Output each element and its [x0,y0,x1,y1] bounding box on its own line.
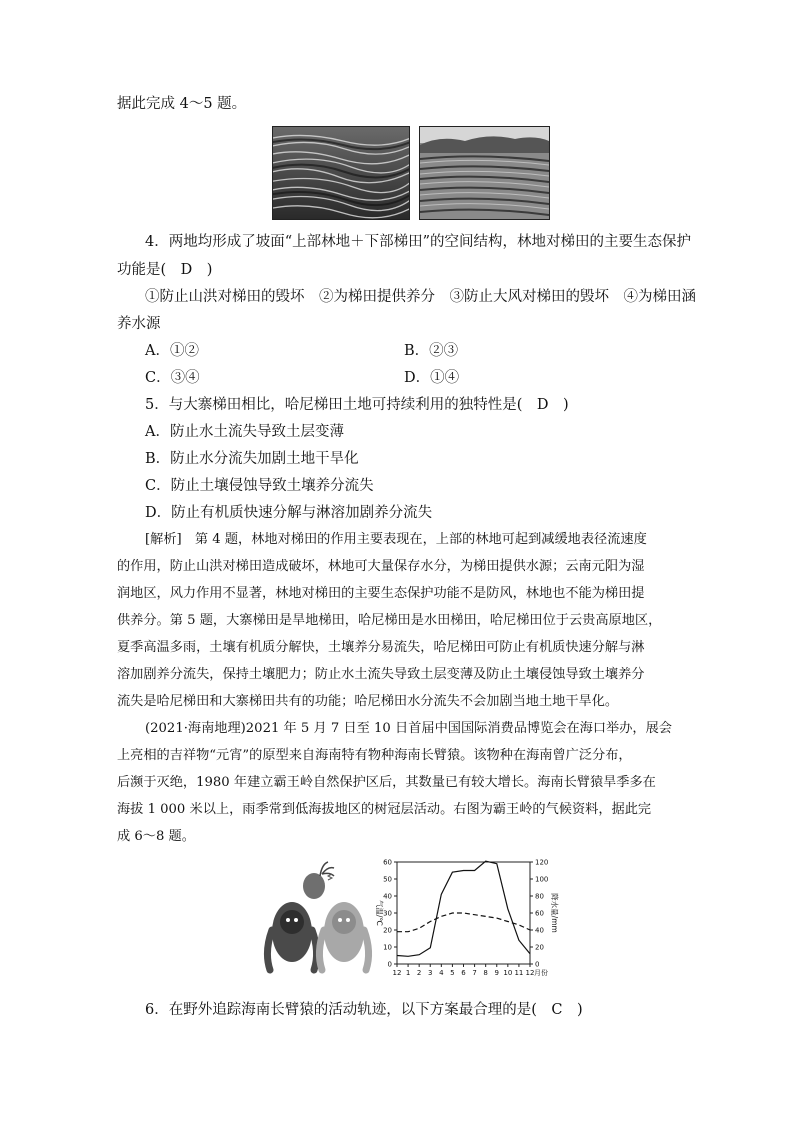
left-tick-label: 50 [383,875,392,884]
q6-stem: 6．在野外追踪海南长臂猿的活动轨迹，以下方案最合理的是( C ) [145,1002,583,1018]
chart-marks [397,861,530,956]
climate-figure [262,852,562,984]
x-axis-unit: 月份 [534,969,548,977]
q4-stem: 4．两地均形成了坡面“上部林地＋下部梯田”的空间结构，林地对梯田的主要生态保护 [145,234,692,250]
left-tick-label: 20 [383,926,392,935]
analysis-line: [解析] 第 4 题，林地对梯田的作用主要表现在，上部的林地可起到减缓地表径流速度 [145,532,647,547]
analysis-line: 夏季高温多雨，土壤有机质分解快，土壤养分易流失，哈尼梯田可防止有机质快速分解与淋 [117,640,645,655]
passage-line: 后濒于灭绝，1980 年建立霸王岭自然保护区后，其数量已有较大增长。海南长臂猿旱季多在 [117,775,656,790]
left-tick-label: 30 [383,909,392,918]
terrace-photo-right [419,126,550,220]
analysis-line: 溶加剧养分流失，保持土壤肥力；防止水土流失导致土层变薄及防止土壤侵蚀导致土壤养分 [117,667,645,682]
q5-option-d: D．防止有机质快速分解与淋溶加剧养分流失 [145,505,433,521]
q5-option-b: B．防止水分流失加剧土地干旱化 [145,451,359,467]
x-tick-label: 3 [428,969,433,977]
left-tick-label: 40 [383,892,392,901]
q5-option-c: C．防止土壤侵蚀导致土壤养分流失 [145,478,374,494]
q4-stem-cont: 功能是( D ) [117,262,213,278]
q4-statements-cont: 养水源 [117,316,161,332]
right-tick-label: 20 [535,943,544,952]
right-axis-title: 降水量/mm [550,893,559,933]
climate-chart [262,852,562,980]
left-tick-label: 10 [383,943,392,952]
q5-option-a: A．防止水土流失导致土层变薄 [145,424,344,440]
x-tick-label: 7 [472,969,477,977]
passage-line: 海拔 1 000 米以上，雨季常到低海拔地区的树冠层活动。右图为霸王岭的气候资料，据此完 [117,802,652,817]
x-tick-label: 8 [483,969,488,977]
x-tick-label: 12 [525,969,535,977]
q4-option-a: A．①② [145,343,199,359]
x-tick-label: 11 [514,969,524,977]
x-tick-label: 5 [450,969,455,977]
x-tick-label: 9 [494,969,499,977]
q4-option-b: B．②③ [404,343,459,359]
analysis-line: 的作用，防止山洪对梯田造成破坏，林地可大量保存水分，为梯田提供水源；云南元阳为湿 [117,559,645,574]
right-tick-label: 0 [535,960,540,969]
q4-option-c: C．③④ [145,370,200,386]
right-tick-label: 80 [535,892,544,901]
passage-line: 成 6～8 题。 [117,829,195,844]
left-tick-label: 0 [387,960,392,969]
left-tick-label: 60 [383,858,392,867]
q5-stem: 5．与大寨梯田相比，哈尼梯田土地可持续利用的独特性是( D ) [145,397,569,413]
x-tick-label: 4 [439,969,444,977]
q4-option-d: D．①④ [404,370,460,386]
right-tick-label: 120 [535,858,549,867]
x-tick-label: 10 [503,969,513,977]
x-tick-label: 1 [405,969,411,977]
right-tick-label: 40 [535,926,544,935]
q4-statements: ①防止山洪对梯田的毁坏 ②为梯田提供养分 ③防止大风对梯田的毁坏 ④为梯田涵 [145,289,696,305]
x-tick-label: 2 [416,969,422,977]
intro-text: 据此完成 4～5 题。 [117,96,247,112]
right-tick-label: 100 [535,875,549,884]
plot-frame [397,862,530,964]
right-tick-label: 60 [535,909,544,918]
analysis-line: 流失是哈尼梯田和大寨梯田共有的功能；哈尼梯田水分流失不会加剧当地土地干旱化。 [117,694,619,709]
analysis-line: 供养分。第 5 题，大寨梯田是旱地梯田，哈尼梯田是水田梯田，哈尼梯田位于云贵高原地区， [117,613,662,628]
passage-line: (2021·海南地理)2021 年 5 月 7 日至 10 日首届中国国际消费品博览会在海口举办，展会 [145,721,672,736]
gibbon-illustration [267,862,368,970]
x-tick-label: 6 [461,969,466,977]
analysis-line: 润地区，风力作用不显著，林地对梯田的主要生态保护功能不是防风，林地也不能为梯田提 [117,586,645,601]
chart-axes [375,859,560,978]
left-axis-title: 气温/℃ [375,900,384,926]
passage-line: 上亮相的吉祥物“元宵”的原型来自海南特有物种海南长臂猿。该物种在海南曾广泛分布， [117,748,632,763]
terrace-photo-left [272,126,410,220]
x-tick-label: 12 [392,969,402,977]
precipitation-line [397,861,530,956]
